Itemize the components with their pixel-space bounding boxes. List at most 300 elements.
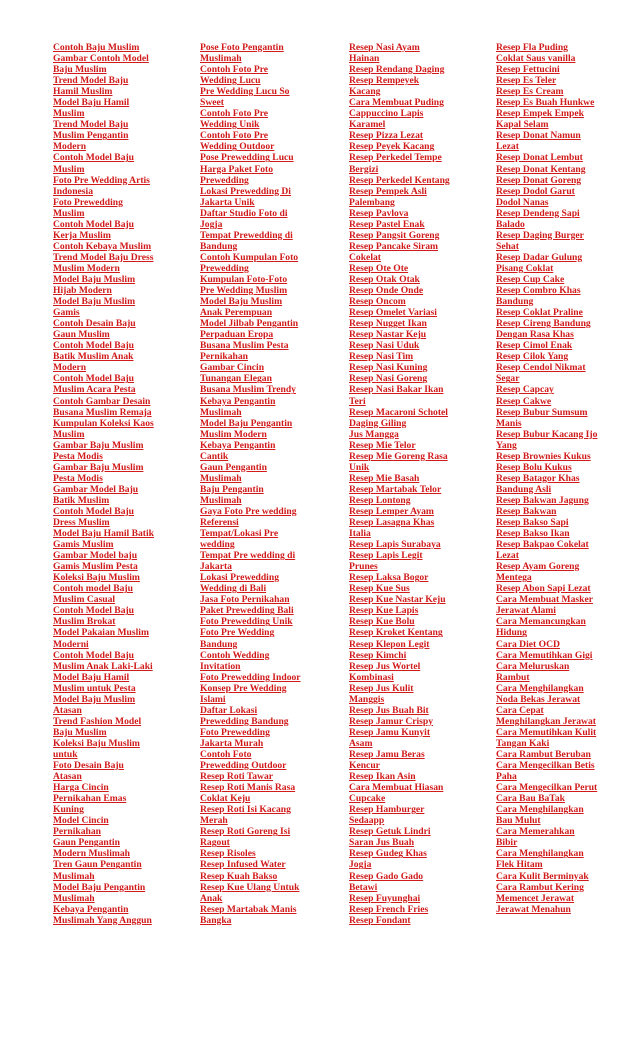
link-line[interactable]: Resep Kimchi (349, 649, 407, 661)
link-line[interactable]: Resep Kroket Kentang (349, 627, 443, 639)
link-line[interactable]: Ragout (200, 837, 230, 849)
link-line[interactable]: Resep Laksa Bogor (349, 572, 429, 584)
link-line[interactable]: Resep Nasi Goreng (349, 373, 428, 385)
link-line[interactable]: Jasa Foto Pernikahan (200, 594, 290, 606)
link-line[interactable]: Resep Kue Lapis (349, 605, 419, 617)
link-line[interactable]: Resep Martabak Telor (349, 483, 442, 495)
link-line[interactable]: Resep French Fries (349, 903, 429, 915)
link-line[interactable]: Pernikahan (200, 351, 248, 363)
link-line[interactable]: Resep Kue Ulang Untuk (200, 881, 300, 893)
link-line[interactable]: Cara Bau BaTak (496, 793, 565, 805)
link-line[interactable]: Model Baju Muslim (53, 693, 136, 705)
link-line[interactable]: Hainan (349, 53, 380, 65)
link-line[interactable]: Resep Perkedel Tempe (349, 152, 442, 164)
link-line[interactable]: Resep Pancake Siram (349, 240, 438, 252)
link-line[interactable]: Resep Ayam Goreng (496, 561, 580, 573)
link-line[interactable]: Model Baju Pengantin (53, 881, 146, 893)
link-line[interactable]: Muslim Modern (53, 262, 120, 274)
link-line[interactable]: Trend Fashion Model (53, 715, 142, 727)
link-line[interactable]: Contoh Model Baju (53, 340, 135, 352)
link-line[interactable]: Baju Muslim (53, 726, 107, 738)
link-line[interactable]: Muslim Casual (53, 594, 116, 606)
link-line[interactable]: Contoh Model Baju (53, 218, 135, 230)
link-line[interactable]: Resep Fondant (349, 914, 411, 926)
link-line[interactable]: Resep Perkedel Kentang (349, 174, 450, 186)
link-line[interactable]: Cupcake (349, 793, 386, 805)
link-line[interactable]: Segar (496, 373, 520, 385)
link-line[interactable]: Resep Kue Sus (349, 583, 410, 595)
link-line[interactable]: Bibir (496, 837, 518, 849)
link-line[interactable]: Moderni (53, 638, 89, 650)
link-line[interactable]: Atasan (53, 704, 82, 716)
link-line[interactable]: Gambar Model baju (53, 550, 138, 562)
link-line[interactable]: Resep Bubur Sumsum (496, 406, 588, 418)
link-line[interactable]: Cara Rambut Kering (496, 881, 584, 893)
link-line[interactable]: Daftar Studio Foto di (200, 207, 288, 219)
link-line[interactable]: Resep Macaroni Schotel (349, 406, 448, 418)
link-line[interactable]: Tren Gaun Pengantin (53, 859, 142, 871)
link-line[interactable]: Baju Pengantin (200, 483, 264, 495)
link-line[interactable]: Busana Muslim Remaja (53, 406, 152, 418)
link-line[interactable]: Referensi (200, 517, 239, 529)
link-line[interactable]: Bau Mulut (496, 815, 541, 827)
link-line[interactable]: Hidung (496, 627, 527, 639)
link-line[interactable]: Resep Nasi Ayam (349, 42, 420, 53)
link-line[interactable]: Resep Jus Wortel (349, 660, 421, 672)
link-line[interactable]: Resep Es Cream (496, 86, 564, 98)
link-line[interactable]: Resep Onde Onde (349, 285, 424, 297)
link-line[interactable]: Muslimah (200, 494, 242, 506)
link-line[interactable]: Resep Lemper Ayam (349, 505, 434, 517)
link-line[interactable]: Jus Mangga (349, 428, 399, 440)
link-line[interactable]: Foto Prewedding (200, 726, 270, 738)
link-line[interactable]: Cara Membuat Masker (496, 594, 593, 606)
link-line[interactable]: Resep Mie Telor (349, 439, 416, 451)
link-line[interactable]: Resep Roti Manis Rasa (200, 782, 296, 794)
link-line[interactable]: Atasan (53, 771, 82, 783)
link-line[interactable]: Anak Perempuan (200, 307, 273, 319)
link-line[interactable]: Resep Cup Cake (496, 273, 565, 285)
link-line[interactable]: Resep Brownies Kukus (496, 450, 591, 462)
link-line[interactable]: Resep Cimol Enak (496, 340, 573, 352)
link-line[interactable]: Gamis Muslim (53, 539, 114, 551)
link-line[interactable]: Resep Cakwe (496, 395, 552, 407)
link-line[interactable]: Gamis Muslim Pesta (53, 561, 138, 573)
link-line[interactable]: Bandung (200, 638, 238, 650)
link-line[interactable]: Model Baju Hamil (53, 97, 130, 109)
link-line[interactable]: Gambar Model Baju (53, 483, 139, 495)
link-line[interactable]: Prewedding Bandung (200, 715, 289, 727)
link-line[interactable]: Cara Menghilangkan (496, 682, 584, 694)
link-line[interactable]: Resep Pempek Asli (349, 185, 427, 197)
link-line[interactable]: Sehat (496, 240, 519, 252)
link-line[interactable]: Foto Prewedding Indoor (200, 671, 301, 683)
link-line[interactable]: Hijab Modern (53, 285, 112, 297)
link-line[interactable]: Jakarta (200, 561, 232, 573)
link-line[interactable]: Resep Roti Isi Kacang (200, 804, 291, 816)
link-line[interactable]: Resep Es Teler (496, 75, 557, 87)
link-line[interactable]: Kumpulan Koleksi Kaos (53, 417, 154, 429)
link-line[interactable]: Resep Bakpao Cokelat (496, 539, 589, 551)
link-line[interactable]: Teri (349, 395, 366, 407)
link-line[interactable]: Model Pakaian Muslim (53, 627, 149, 639)
link-line[interactable]: Cara Membuat Hiasan (349, 782, 444, 794)
link-line[interactable]: Resep Gudeg Khas (349, 848, 427, 860)
link-line[interactable]: Muslim (53, 163, 85, 175)
link-line[interactable]: Resep Klepon Legit (349, 638, 430, 650)
link-line[interactable]: Cappuccino Lapis (349, 108, 424, 120)
link-line[interactable]: Contoh Foto Pre (200, 130, 269, 142)
link-line[interactable]: Resep Coklat Praline (496, 307, 583, 319)
link-line[interactable]: Invitation (200, 660, 241, 672)
link-line[interactable]: Dress Muslim (53, 517, 110, 529)
link-line[interactable]: Cara Mengecilkan Perut (496, 782, 598, 794)
link-line[interactable]: Model Baju Muslim (53, 273, 136, 285)
link-line[interactable]: Cara Meluruskan (496, 660, 570, 672)
link-line[interactable]: Islami (200, 693, 226, 705)
link-line[interactable]: Coklat Saus vanilla (496, 53, 576, 65)
link-line[interactable]: Tangan Kaki (496, 737, 550, 749)
link-line[interactable]: Kebaya Pengantin (200, 439, 276, 451)
link-line[interactable]: Resep Nastar Keju (349, 329, 427, 341)
link-line[interactable]: Resep Lapis Legit (349, 550, 423, 562)
link-line[interactable]: Resep Mie Goreng Rasa (349, 450, 448, 462)
link-line[interactable]: Muslimah (53, 870, 95, 882)
link-line[interactable]: Resep Nasi Uduk (349, 340, 420, 352)
link-line[interactable]: Resep Peyek Kacang (349, 141, 435, 153)
link-line[interactable]: Resep Pizza Lezat (349, 130, 424, 142)
link-line[interactable]: Resep Es Buah Hunkwe (496, 97, 595, 109)
link-line[interactable]: Hamil Muslim (53, 86, 113, 98)
link-line[interactable]: Resep Kue Bolu (349, 616, 415, 628)
link-line[interactable]: Coklat Keju (200, 793, 251, 805)
link-line[interactable]: Pose Foto Pengantin (200, 42, 284, 53)
link-line[interactable]: Resep Fla Puding (496, 42, 568, 53)
link-line[interactable]: Resep Pavlova (349, 207, 409, 219)
link-line[interactable]: Muslim Pengantin (53, 130, 129, 142)
link-line[interactable]: Resep Dodol Garut (496, 185, 575, 197)
link-line[interactable]: Foto Pre Wedding (200, 627, 275, 639)
link-line[interactable]: Paha (496, 771, 517, 783)
link-line[interactable]: Karamel (349, 119, 386, 131)
link-line[interactable]: Resep Otak Otak (349, 273, 420, 285)
link-line[interactable]: Jerawat Alami (496, 605, 556, 617)
link-line[interactable]: Cara Memutihkan Gigi (496, 649, 593, 661)
link-line[interactable]: Bandung (496, 296, 534, 308)
link-line[interactable]: Contoh Kumpulan Foto (200, 251, 299, 263)
link-line[interactable]: Sedaapp (349, 815, 385, 827)
link-line[interactable]: Trend Model Baju (53, 75, 129, 87)
link-line[interactable]: Resep Jus Buah Bit (349, 704, 429, 716)
link-line[interactable]: Model Baju Muslim (200, 296, 283, 308)
link-line[interactable]: Lokasi Prewedding (200, 572, 279, 584)
link-line[interactable]: Harga Cincin (53, 782, 109, 794)
link-line[interactable]: Paket Prewedding Bali (200, 605, 294, 617)
link-line[interactable]: Resep Donat Namun (496, 130, 581, 142)
link-line[interactable]: Muslim (53, 108, 85, 120)
link-line[interactable]: Resep Donat Kentang (496, 163, 586, 175)
link-line[interactable]: Resep Rempeyek (349, 75, 420, 87)
link-line[interactable]: Manggis (349, 693, 385, 705)
link-line[interactable]: Foto Pre Wedding Artis (53, 174, 150, 186)
link-line[interactable]: Cara Mengecilkan Betis (496, 760, 595, 772)
link-line[interactable]: Bandung Asli (496, 483, 552, 495)
link-line[interactable]: Muslim Modern (200, 428, 267, 440)
link-line[interactable]: Resep Nasi Bakar Ikan (349, 384, 444, 396)
link-line[interactable]: Resep Bubur Kacang Ijo (496, 428, 598, 440)
link-line[interactable]: Rambut (496, 671, 530, 683)
link-line[interactable]: Saran Jus Buah (349, 837, 415, 849)
link-line[interactable]: Resep Dendeng Sapi (496, 207, 580, 219)
link-line[interactable]: Resep Ikan Asin (349, 771, 416, 783)
link-line[interactable]: Jerawat Menahun (496, 903, 571, 915)
link-line[interactable]: Contoh Foto Pre (200, 64, 269, 76)
link-line[interactable]: Muslimah (200, 406, 242, 418)
link-line[interactable]: Resep Omelet Variasi (349, 307, 437, 319)
link-line[interactable]: Konsep Pre Wedding (200, 682, 287, 694)
link-line[interactable]: Resep Donat Goreng (496, 174, 582, 186)
link-line[interactable]: Model Cincin (53, 815, 109, 827)
link-line[interactable]: Foto Prewedding (53, 196, 123, 208)
link-line[interactable]: Flek Hitam (496, 859, 543, 871)
link-line[interactable]: Cara Memutihkan Kulit (496, 726, 597, 738)
link-line[interactable]: Model Baju Hamil (53, 671, 130, 683)
link-line[interactable]: Daftar Lokasi (200, 704, 258, 716)
link-line[interactable]: Kerja Muslim (53, 229, 111, 241)
link-line[interactable]: Muslim (53, 207, 85, 219)
link-line[interactable]: Yang (496, 439, 517, 451)
link-line[interactable]: Resep Martabak Manis (200, 903, 297, 915)
link-line[interactable]: Busana Muslim Trendy (200, 384, 296, 396)
link-line[interactable]: Resep Cilok Yang (496, 351, 569, 363)
link-line[interactable]: Cara Menghilangkan (496, 848, 584, 860)
link-line[interactable]: Menghilangkan Jerawat (496, 715, 596, 727)
link-line[interactable]: Palembang (349, 196, 395, 208)
link-line[interactable]: Foto Desain Baju (53, 760, 124, 772)
link-line[interactable]: Prunes (349, 561, 378, 573)
link-line[interactable]: Muslimah (200, 472, 242, 484)
link-line[interactable]: Resep Abon Sapi Lezat (496, 583, 591, 595)
link-line[interactable]: Kencur (349, 760, 380, 772)
link-line[interactable]: Resep Nugget Ikan (349, 318, 427, 330)
link-line[interactable]: Kapal Selam (496, 119, 549, 131)
link-line[interactable]: Cara Rambut Beruban (496, 749, 591, 760)
link-line[interactable]: Gamis (53, 307, 80, 319)
link-line[interactable]: Muslimah (53, 892, 95, 904)
link-line[interactable]: Cara Diet OCD (496, 638, 560, 650)
link-line[interactable]: Dengan Rasa Khas (496, 329, 574, 341)
link-line[interactable]: Muslim Acara Pesta (53, 384, 136, 396)
link-line[interactable]: Resep Risoles (200, 848, 256, 860)
link-line[interactable]: Resep Bakwan (496, 505, 557, 517)
link-line[interactable]: Bergizi (349, 163, 379, 175)
link-line[interactable]: Contoh Kebaya Muslim (53, 240, 152, 252)
link-line[interactable]: Gaun Muslim (53, 329, 110, 341)
link-line[interactable]: Memencet Jerawat (496, 892, 575, 904)
link-line[interactable]: Pisang Coklat (496, 262, 554, 274)
link-line[interactable]: Resep Roti Tawar (200, 771, 274, 783)
link-line[interactable]: Resep Cendol Nikmat (496, 362, 586, 374)
link-line[interactable]: Kuning (53, 804, 84, 816)
link-line[interactable]: Tunangan Elegan (200, 373, 272, 385)
link-line[interactable]: Kumpulan Foto-Foto (200, 273, 288, 285)
link-line[interactable]: Lezat (496, 550, 519, 562)
link-line[interactable]: Manis (496, 417, 522, 429)
link-line[interactable]: Resep Donat Lembut (496, 152, 583, 164)
link-line[interactable]: Bandung (200, 240, 238, 252)
link-line[interactable]: Prewedding Outdoor (200, 760, 287, 772)
link-line[interactable]: Cara Cepat (496, 704, 544, 716)
link-line[interactable]: Jogja (349, 859, 372, 871)
link-line[interactable]: Harga Paket Foto (200, 163, 274, 175)
link-line[interactable]: Resep Lapis Surabaya (349, 539, 441, 551)
link-line[interactable]: Prewedding (200, 262, 249, 274)
link-line[interactable]: Contoh Foto Pre (200, 108, 269, 120)
link-line[interactable]: Contoh model Baju (53, 583, 133, 595)
link-line[interactable]: Batik Muslim (53, 494, 110, 506)
link-line[interactable]: Model Baju Pengantin (200, 417, 293, 429)
link-line[interactable]: Resep Batagor Khas (496, 472, 580, 484)
link-line[interactable]: Wedding Lucu (200, 75, 261, 87)
link-line[interactable]: Baju Muslim (53, 64, 107, 76)
link-line[interactable]: Muslim (53, 428, 85, 440)
link-line[interactable]: Cantik (200, 450, 229, 462)
link-line[interactable]: Resep Getuk Lindri (349, 826, 431, 838)
link-line[interactable]: Foto Prewedding Unik (200, 616, 293, 628)
link-line[interactable]: Contoh Model Baju (53, 605, 135, 617)
link-line[interactable]: Gambar Cincin (200, 362, 265, 374)
link-line[interactable]: Pre Wedding Lucu So (200, 86, 290, 98)
link-line[interactable]: Resep Kuah Bakso (200, 870, 278, 882)
link-line[interactable]: Italia (349, 528, 371, 540)
link-line[interactable]: Cara Membuat Puding (349, 97, 444, 109)
link-line[interactable]: Jakarta Murah (200, 737, 264, 749)
link-line[interactable]: Wedding di Bali (200, 583, 267, 595)
link-line[interactable]: Jakarta Unik (200, 196, 255, 208)
link-line[interactable]: Dodol Nanas (496, 196, 549, 208)
link-line[interactable]: Koleksi Baju Muslim (53, 737, 140, 749)
link-line[interactable]: Wedding Unik (200, 119, 260, 131)
link-line[interactable]: Contoh Baju Muslim (53, 42, 140, 53)
link-line[interactable]: Model Jilbab Pengantin (200, 318, 299, 330)
link-line[interactable]: Resep Ote Ote (349, 262, 409, 274)
link-line[interactable]: Balado (496, 218, 525, 230)
link-line[interactable]: Pose Prewedding Lucu (200, 152, 294, 164)
link-line[interactable]: wedding (200, 539, 235, 551)
link-line[interactable]: Cara Memancungkan (496, 616, 586, 628)
link-line[interactable]: Resep Jamur Crispy (349, 715, 434, 727)
link-line[interactable]: Contoh Model Baju (53, 373, 135, 385)
link-line[interactable]: Resep Fuyunghai (349, 892, 421, 904)
link-line[interactable]: Trend Model Baju (53, 119, 129, 131)
link-line[interactable]: Jogja (200, 218, 223, 230)
link-line[interactable]: Contoh Desain Baju (53, 318, 136, 330)
link-line[interactable]: Resep Roti Goreng Isi (200, 826, 291, 838)
link-line[interactable]: Gaun Pengantin (53, 837, 120, 849)
link-line[interactable]: Lokasi Prewedding Di (200, 185, 291, 197)
link-line[interactable]: Resep Bakso Sapi (496, 517, 569, 529)
link-line[interactable]: Kebaya Pengantin (200, 395, 276, 407)
link-line[interactable]: Cokelat (349, 251, 381, 263)
link-line[interactable]: Resep Infused Water (200, 859, 286, 871)
link-line[interactable]: Unik (349, 461, 370, 473)
link-line[interactable]: Perpaduan Eropa (200, 329, 274, 341)
link-line[interactable]: Anak (200, 892, 223, 904)
link-line[interactable]: Resep Pangsit Goreng (349, 229, 440, 241)
link-line[interactable]: Resep Capcay (496, 384, 554, 396)
link-line[interactable]: Cara Menghilangkan (496, 804, 584, 816)
link-line[interactable]: Contoh Model Baju (53, 505, 135, 517)
link-line[interactable]: Tempat Pre wedding di (200, 550, 296, 562)
link-line[interactable]: untuk (53, 749, 78, 760)
link-line[interactable]: Resep Pastel Enak (349, 218, 425, 230)
link-line[interactable]: Gaya Foto Pre wedding (200, 505, 297, 517)
link-line[interactable]: Resep Lasagna Khas (349, 517, 435, 529)
link-line[interactable]: Kombinasi (349, 671, 394, 683)
link-line[interactable]: Prewedding (200, 174, 249, 186)
link-line[interactable]: Wedding Outdoor (200, 141, 275, 153)
link-line[interactable]: Resep Rendang Daging (349, 64, 445, 76)
link-line[interactable]: Resep Cireng Bandung (496, 318, 591, 330)
link-line[interactable]: Muslim Brokat (53, 616, 116, 628)
link-line[interactable]: Koleksi Baju Muslim (53, 572, 140, 584)
link-line[interactable]: Gambar Baju Muslim (53, 461, 144, 473)
link-line[interactable]: Kebaya Pengantin (53, 903, 129, 915)
link-line[interactable]: Resep Nasi Kuning (349, 362, 428, 374)
link-line[interactable]: Gaun Pengantin (200, 461, 267, 473)
link-line[interactable]: Muslim untuk Pesta (53, 682, 136, 694)
link-line[interactable]: Muslimah Yang Anggun (53, 914, 152, 926)
link-line[interactable]: Gambar Baju Muslim (53, 439, 144, 451)
link-line[interactable]: Resep Bolu Kukus (496, 461, 572, 473)
link-line[interactable]: Pesta Modis (53, 472, 103, 484)
link-line[interactable]: Contoh Model Baju (53, 649, 135, 661)
link-line[interactable]: Daging Giling (349, 417, 407, 429)
link-line[interactable]: Resep Kue Nastar Keju (349, 594, 446, 606)
link-line[interactable]: Resep Dadar Gulung (496, 251, 583, 263)
link-line[interactable]: Resep Lontong (349, 494, 411, 506)
link-line[interactable]: Contoh Model Baju (53, 152, 135, 164)
link-line[interactable]: Pre Wedding Muslim (200, 285, 288, 297)
link-line[interactable]: Resep Gado Gado (349, 870, 424, 882)
link-line[interactable]: Model Baju Muslim (53, 296, 136, 308)
link-line[interactable]: Resep Jamu Kunyit (349, 726, 431, 738)
link-line[interactable]: Noda Bekas Jerawat (496, 693, 581, 705)
link-line[interactable]: Muslim Anak Laki-Laki (53, 660, 153, 672)
link-line[interactable]: Modern (53, 141, 87, 153)
link-line[interactable]: Pernikahan (53, 826, 101, 838)
link-line[interactable]: Resep Oncom (349, 296, 406, 308)
link-line[interactable]: Sweet (200, 97, 224, 109)
link-line[interactable]: Modern Muslimah (53, 848, 131, 860)
link-line[interactable]: Pesta Modis (53, 450, 103, 462)
link-line[interactable]: Resep Jus Kulit (349, 682, 414, 694)
link-line[interactable]: Resep Bakwan Jagung (496, 494, 589, 506)
link-line[interactable]: Trend Model Baju Dress (53, 251, 154, 263)
link-line[interactable]: Kacang (349, 86, 381, 98)
link-line[interactable]: Batik Muslim Anak (53, 351, 134, 363)
link-line[interactable]: Tempat Prewedding di (200, 229, 293, 241)
link-line[interactable]: Resep Bakso Ikan (496, 528, 570, 540)
link-line[interactable]: Mentega (496, 572, 532, 584)
link-line[interactable]: Resep Jamu Beras (349, 749, 425, 760)
link-line[interactable]: Gambar Contoh Model (53, 53, 149, 65)
link-line[interactable]: Resep Hamburger (349, 804, 425, 816)
link-line[interactable]: Betawi (349, 881, 378, 893)
link-line[interactable]: Contoh Foto (200, 749, 252, 760)
link-line[interactable]: Modern (53, 362, 87, 374)
link-line[interactable]: Cara Memerahkan (496, 826, 575, 838)
